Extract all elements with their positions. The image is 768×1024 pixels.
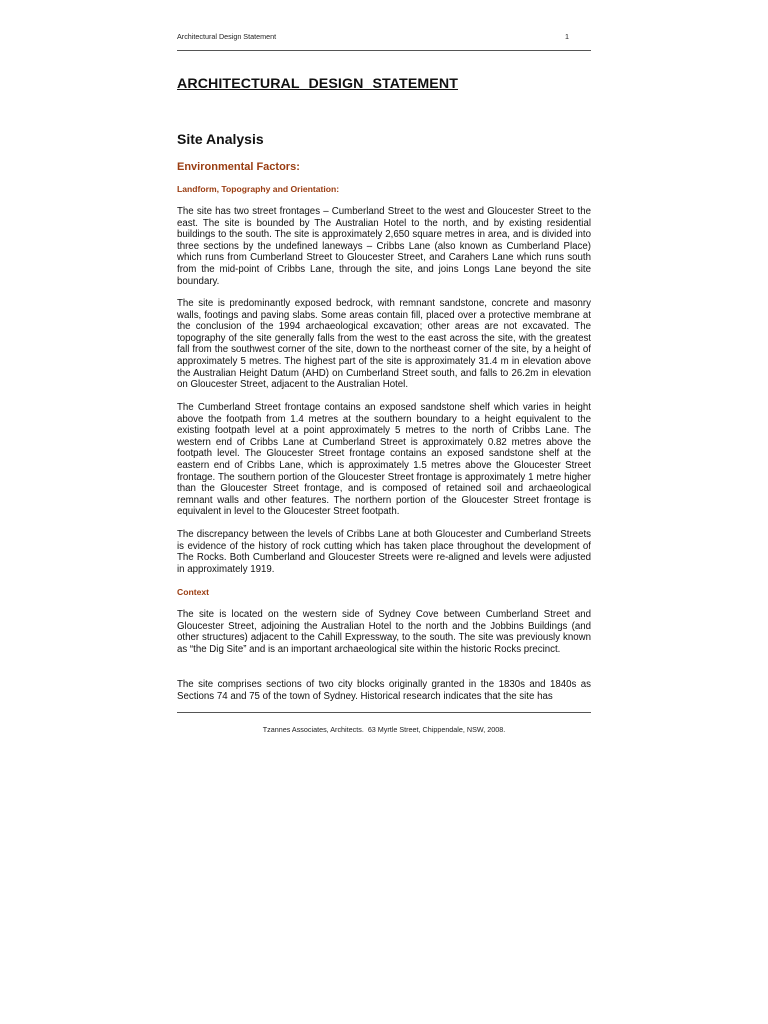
- page-footer: Tzannes Associates, Architects. 63 Myrtle Street, Chippendale, NSW, 2008.: [262, 725, 506, 734]
- header-title: Architectural Design Statement: [177, 32, 277, 41]
- paragraph: The Cumberland Street frontage contains an exposed sandstone shelf which varies in height above the footpath from 1.4 metres at the southern boundary to a height equivalent to the existing footpath level at a point approximately 5 metres to the north of Cribbs Lane. The western end of Cribbs Lane at Cumberland Street is approximately 0.82 metres above the footpath level. The Gloucester Street frontage contains an exposed sandstone shelf at the eastern end of Cribbs Lane, which is approximately 1.5 metres above the Gloucester Street frontage. The southern portion of the Gloucester Street frontage is approximately 1 metre higher than the Gloucester Street frontage, and is composed of retained soil and archaeological remnant walls and other features. The northern portion of the Gloucester Street frontage is equivalent in level to the Gloucester Street footpath.: [177, 402, 591, 518]
- page-header: [177, 32, 591, 44]
- paragraph: The site is predominantly exposed bedrock, with remnant sandstone, concrete and masonry walls, footings and paving slabs. Some areas contain fill, placed over a protective membrane at the conclusion of the 1994 archaeological excavation; other areas are not excavated. The topography of the site generally falls from the west to the east across the site, with the greatest fall from the southwest corner of the site, down to the northeast corner of the site, by a height of approximately 5 metres. The highest part of the site is approximately 31.4 m in elevation above the Australian Height Datum (AHD) on Cumberland Street south, and falls to 26.2m in elevation on Gloucester Street, adjacent to the Australian Hotel.: [177, 298, 591, 391]
- paragraph: The site has two street frontages – Cumberland Street to the west and Gloucester Street to the east. The site is bounded by The Australian Hotel to the north, and by existing residential buildings to the south. The site is approximately 2,650 square metres in area, and is divided into three sections by the undefined laneways – Cribbs Lane (also known as Cumberland Place) which runs from Cumberland Street to Gloucester Street, and Carahers Lane which runs south from the mid-point of Cribbs Lane, through the site, and joins Longs Lane beyond the site boundary.: [177, 206, 591, 287]
- footer-divider: [177, 712, 591, 713]
- page-number: 1: [565, 32, 569, 41]
- section-title: Site Analysis: [177, 131, 264, 147]
- subheading-environmental-factors: Environmental Factors:: [177, 161, 300, 173]
- header-divider: [177, 50, 591, 51]
- subheading-landform: Landform, Topography and Orientation:: [177, 184, 340, 194]
- paragraph: The discrepancy between the levels of Cribbs Lane at both Gloucester and Cumberland Streets is evidence of the history of rock cutting which has taken place throughout the development of The Rocks. Both Cumberland and Gloucester Streets were re-aligned and levels were adjusted in approximately 1919.: [177, 529, 591, 575]
- subheading-context: Context: [177, 587, 209, 597]
- paragraph: The site is located on the western side of Sydney Cove between Cumberland Street and Gloucester Street, adjoining the Australian Hotel to the north and the Jobbins Buildings (and other structures) adjacent to the Cahill Expressway, to the south. The site was previously known as “the Dig Site” and is an important archaeological site within the historic Rocks precinct.: [177, 609, 591, 655]
- document-title: ARCHITECTURAL DESIGN STATEMENT: [177, 76, 458, 92]
- paragraph: The site comprises sections of two city blocks originally granted in the 1830s and 1840s as Sections 74 and 75 of the town of Sydney. Historical research indicates that the site has: [177, 679, 591, 702]
